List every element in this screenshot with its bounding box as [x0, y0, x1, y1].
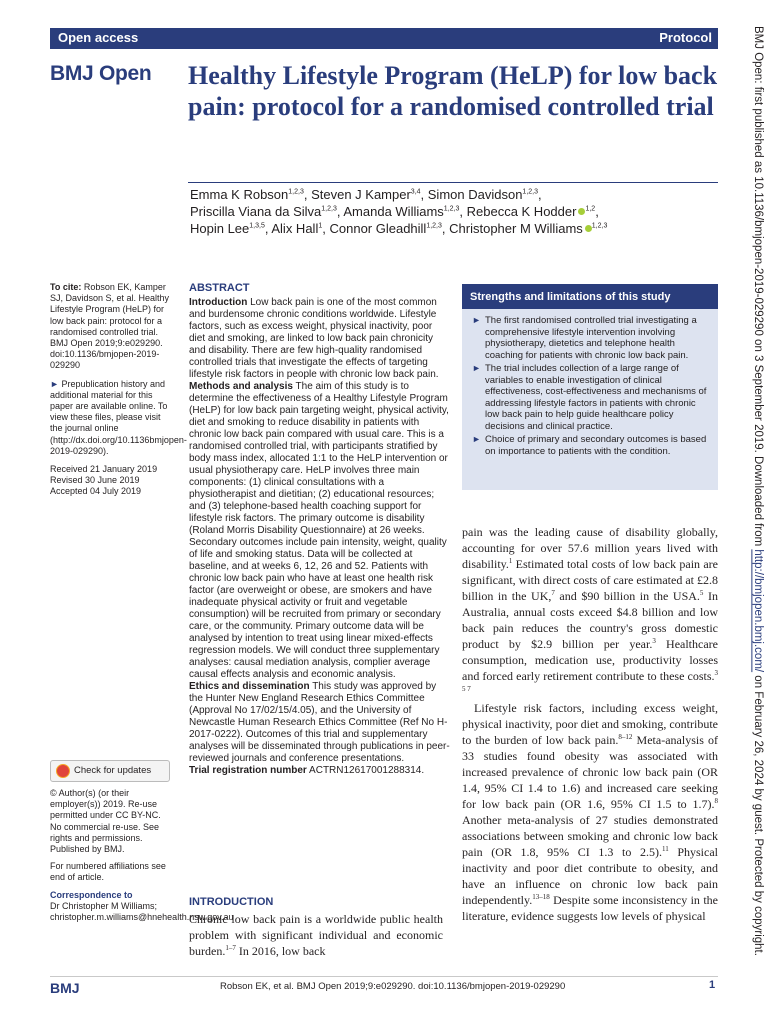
accepted-date: Accepted 04 July 2019	[50, 486, 142, 497]
author-affiliation: 1,2,3	[288, 188, 304, 196]
abstract-heading: ABSTRACT	[189, 282, 250, 294]
author-name[interactable]: Emma K Robson	[190, 187, 289, 202]
bullet-icon: ►	[50, 378, 59, 389]
open-access-label: Open access	[58, 30, 139, 45]
author-affiliation: 1,2,3	[522, 188, 538, 196]
bullet-icon: ►	[472, 434, 481, 444]
strengths-list	[462, 315, 718, 457]
author-affiliation: 1,2,3	[443, 205, 460, 213]
reference-link[interactable]: 8–12	[618, 733, 633, 741]
cite-label: To cite:	[50, 282, 82, 292]
abstract-section-text: ACTRN12617001288314.	[309, 765, 425, 776]
reference-link[interactable]: 7	[551, 589, 555, 597]
intro-text: Another meta-analysis of 27 studies demonstrated associations between smoking and chronic low back pain (OR 1.8, 95% CI 1.3 to 2.5).	[462, 813, 718, 859]
list-item-text: The trial includes collection of a large range of variables to enable investigation of clinical effectiveness, cost-effectiveness and mechanisms of addressing lifestyle factors in patients with chronic low back pain to help guide healthcare policy decisions and clinical practice.	[485, 363, 707, 432]
author-name[interactable]: Amanda Williams	[343, 204, 444, 219]
check-for-updates-button[interactable]	[50, 760, 170, 782]
list-item-text: Choice of primary and secondary outcomes is based on importance to patients with the condition.	[485, 434, 707, 457]
author-affiliation: 1,2,3	[321, 205, 337, 213]
abstract-introduction	[189, 297, 451, 381]
author-name[interactable]: Alix Hall	[271, 221, 319, 236]
abstract-section-label: Ethics and dissemination	[189, 681, 310, 692]
reference-link[interactable]: 3	[652, 637, 656, 645]
check-updates-label: Check for updates	[74, 765, 152, 776]
author-line: Emma K Robson$^{1,2,3}$, Steven J Kamper$^{3,4}$, Simon Davidson$^{1,2,3}$,	[190, 187, 542, 202]
bmj-footer-logo: BMJ	[50, 980, 80, 996]
reference-link[interactable]: 1	[508, 557, 513, 565]
revised-date: Revised 30 June 2019	[50, 475, 140, 486]
correspondence-email[interactable]: christopher.m.williams@hnehealth.nsw.gov.au	[50, 912, 234, 923]
intro-text: Lifestyle risk factors, including excess weight, physical inactivity, poor diet and smoking, contribute to the burden of low back pain.	[462, 701, 718, 747]
reference-link[interactable]: 8	[714, 797, 718, 805]
introduction-paragraph-start	[189, 911, 443, 959]
reference-link[interactable]: 1–7	[225, 944, 236, 952]
author-affiliation: 1,2	[585, 205, 596, 213]
abstract-section-text: The aim of this study is to determine the effectiveness of a Healthy Lifestyle Program (HeLP) for low back pain targeting weight, physical activity, diet and smoking to reduce disability in patients with chronic low back pain compared with usual care. This is a randomised controlled trial, with participants stratified by body mass index, allocated 1:1 to the HeLP intervention or usual physiotherapy care. HeLP involves three main components: (1) clinical consultations with a physiotherapist and dietitian; (2) educational resources; and (3) telephone-based health coaching support for lifestyle risk factors. The primary outcome is disability (Roland Morris Disability Questionnaire) at 26 weeks. Secondary outcomes include pain intensity, weight, quality of life and smoking status. Data will be collected at baseline, and at weeks 6, 12, 26 and 52. Patients with chronic low back pain who have at least one health risk factor (are overweight or obese, are smokers and have inadequate physical activity or fruit and vegetable consumption) will be recruited from primary or secondary care, or the community. Primary outcome data will be analysed by intention to treat using linear mixed-effects regression models. We will conduct three supplementary analyses: causal mediation analysis, complier average causal effects analysis and economic analysis.	[189, 381, 449, 680]
correspondence-name: Dr Christopher M Williams;	[50, 900, 158, 911]
watermark-text: BMJ Open: first published as 10.1136/bmjopen-2019-029290 on 3 September 2019. Downloaded from	[752, 26, 764, 550]
strengths-limitations-box	[462, 284, 718, 490]
reference-link[interactable]: 3 5 7	[462, 669, 718, 693]
prepub-text[interactable]: Prepublication history and additional material for this paper are available online. To view these files, please visit the journal online (http://dx.doi.org/10.1136bmjopen-2019-029290).	[50, 378, 187, 456]
download-watermark	[752, 26, 764, 956]
author-name[interactable]: Priscilla Viana da Silva	[190, 204, 322, 219]
abstract-section-label: Introduction	[189, 297, 248, 308]
introduction-heading: INTRODUCTION	[189, 896, 274, 908]
abstract-section-label: Methods and analysis	[189, 381, 293, 392]
abstract-methods	[189, 381, 451, 681]
author-name[interactable]: Hopin Lee	[190, 221, 250, 236]
prepub-note	[50, 378, 187, 457]
reference-link[interactable]: 13–18	[532, 893, 550, 901]
journal-link[interactable]: http://bmjopen.bmj.com/	[752, 549, 764, 673]
reference-link[interactable]: 11	[661, 845, 669, 853]
author-line: Priscilla Viana da Silva$^{1,2,3}$, Amanda Williams$^{1,2,3}$, Rebecca K Hodder $^{1,2}$,	[190, 204, 599, 219]
strengths-heading: Strengths and limitations of this study	[462, 284, 718, 309]
author-affiliation: 1,2,3	[426, 222, 442, 230]
correspondence-block	[50, 900, 234, 923]
left-sidebar	[50, 282, 187, 505]
list-item	[472, 363, 712, 432]
protocol-label: Protocol	[659, 30, 712, 45]
author-affiliation: 1,2,3	[591, 222, 608, 230]
footer-citation: Robson EK, et al. BMJ Open 2019;9:e029290. doi:10.1136/bmjopen-2019-029290	[220, 981, 566, 992]
author-name[interactable]: Rebecca K Hodder	[466, 204, 577, 219]
bullet-icon: ►	[472, 315, 481, 325]
abstract-ethics	[189, 681, 451, 765]
list-item	[472, 315, 712, 361]
author-affiliation: 1,3,5	[249, 222, 265, 230]
author-affiliation: 3,4	[410, 188, 421, 196]
intro-paragraph-1: pain was the leading cause of disability globally, accounting for over 57.6 million years lived with disability.$^1$ Estimated total costs of low back pain are significant, with direct costs of care estimated at £2.8 billion in the UK,$^7$ and $90 billion in the USA.$^5$ In Australia, annual costs exceed $4.8 billion and low back pain reduces the country's gross domestic product by $2.9 billion per year.$^3$ Healthcare consumption, medication use, productivity losses and forced early retirement contribute to these costs.$^{3 5 7}$	[462, 525, 718, 693]
bullet-icon: ►	[472, 363, 481, 373]
reference-link[interactable]: 5	[699, 589, 704, 597]
orcid-icon[interactable]	[585, 225, 592, 232]
intro-text: In 2016, low back	[235, 944, 326, 958]
list-item	[472, 434, 712, 457]
affiliations-note: For numbered affiliations see end of article.	[50, 861, 166, 883]
license-text: © Author(s) (or their employer(s)) 2019. Re-use permitted under CC BY-NC. No commercial re-use. See rights and permissions. Published by BMJ.	[50, 788, 161, 855]
footer-divider	[50, 976, 718, 977]
citation-block	[50, 282, 170, 372]
correspondence-heading: Correspondence to	[50, 889, 133, 900]
abstract-section-text: Low back pain is one of the most common and burdensome chronic conditions worldwide. Lifestyle factors, such as excess weight, physical inactivity, poor diet and smoking, are linked to low back pain chronicity and disability. There are few high-quality randomised controlled trials that investigate the effects of targeting lifestyle risk factors in people with chronic low back pain.	[189, 297, 439, 380]
intro-text: Chronic low back pain is a worldwide public health problem with significant individual and economic burden.	[189, 912, 443, 958]
intro-text: Physical inactivity and poor diet contribute to obesity, and have an influence on chronic low back pain independently.	[462, 845, 718, 907]
list-item-text: The first randomised controlled trial investigating a comprehensive lifestyle intervention involving physiotherapy, dietetics and telephone health coaching for patients with chronic low back pain.	[485, 315, 697, 361]
abstract	[189, 282, 451, 777]
cite-text: Robson EK, Kamper SJ, Davidson S, et al. Healthy Lifestyle Program (HeLP) for low back pain: protocol for a randomised controlled trial. BMJ Open 2019;9:e029290. doi:10.1136/bmjopen-2019-029290	[50, 282, 170, 371]
title-divider	[188, 182, 718, 183]
author-line: Hopin Lee$^{1,3,5}$, Alix Hall$^1$, Connor Gleadhill$^{1,2,3}$, Christopher M Williams $^{1,2,3}$	[190, 221, 608, 236]
author-affiliation: 1	[318, 222, 323, 230]
top-banner	[50, 28, 718, 49]
author-name[interactable]: Christopher M Williams	[449, 221, 583, 236]
author-name[interactable]: Steven J Kamper	[311, 187, 411, 202]
check-updates-icon	[56, 764, 70, 778]
author-name[interactable]: Connor Gleadhill	[329, 221, 427, 236]
journal-logo: BMJ Open	[50, 62, 152, 85]
introduction-continued	[462, 524, 718, 924]
author-name[interactable]: Simon Davidson	[427, 187, 523, 202]
received-date: Received 21 January 2019	[50, 464, 158, 475]
dates-block	[50, 464, 170, 498]
article-title: Healthy Lifestyle Program (HeLP) for low back pain: protocol for a randomised controlled trial	[188, 61, 718, 121]
watermark-text: on February 26, 2024 by guest. Protected by copyright.	[752, 672, 764, 956]
page-number: 1	[709, 979, 716, 991]
abstract-section-label: Trial registration number	[189, 765, 307, 776]
intro-text: Meta-analysis of 33 studies found obesity was associated with increased prevalence of chronic low back pain (OR 1.4, 95% CI 1.4 to 1.6) and increased care seeking for low back pain (OR 1.6, 95% CI 1.5 to 1.7).	[462, 733, 718, 811]
abstract-registration	[189, 765, 451, 777]
author-list	[190, 186, 718, 237]
abstract-section-text: This study was approved by the Hunter New England Research Ethics Committee (Approval No 17/02/15/4.05), and the University of Newcastle Human Research Ethics Committee (Ref No H-2017-0222). Outcomes of this trial and supplementary analyses will be disseminated through publications in peer-reviewed journals and conference presentations.	[189, 681, 450, 764]
intro-paragraph-2	[462, 700, 718, 924]
intro-text: Despite some inconsistency in the literature, evidence suggests low levels of physical	[462, 893, 718, 923]
